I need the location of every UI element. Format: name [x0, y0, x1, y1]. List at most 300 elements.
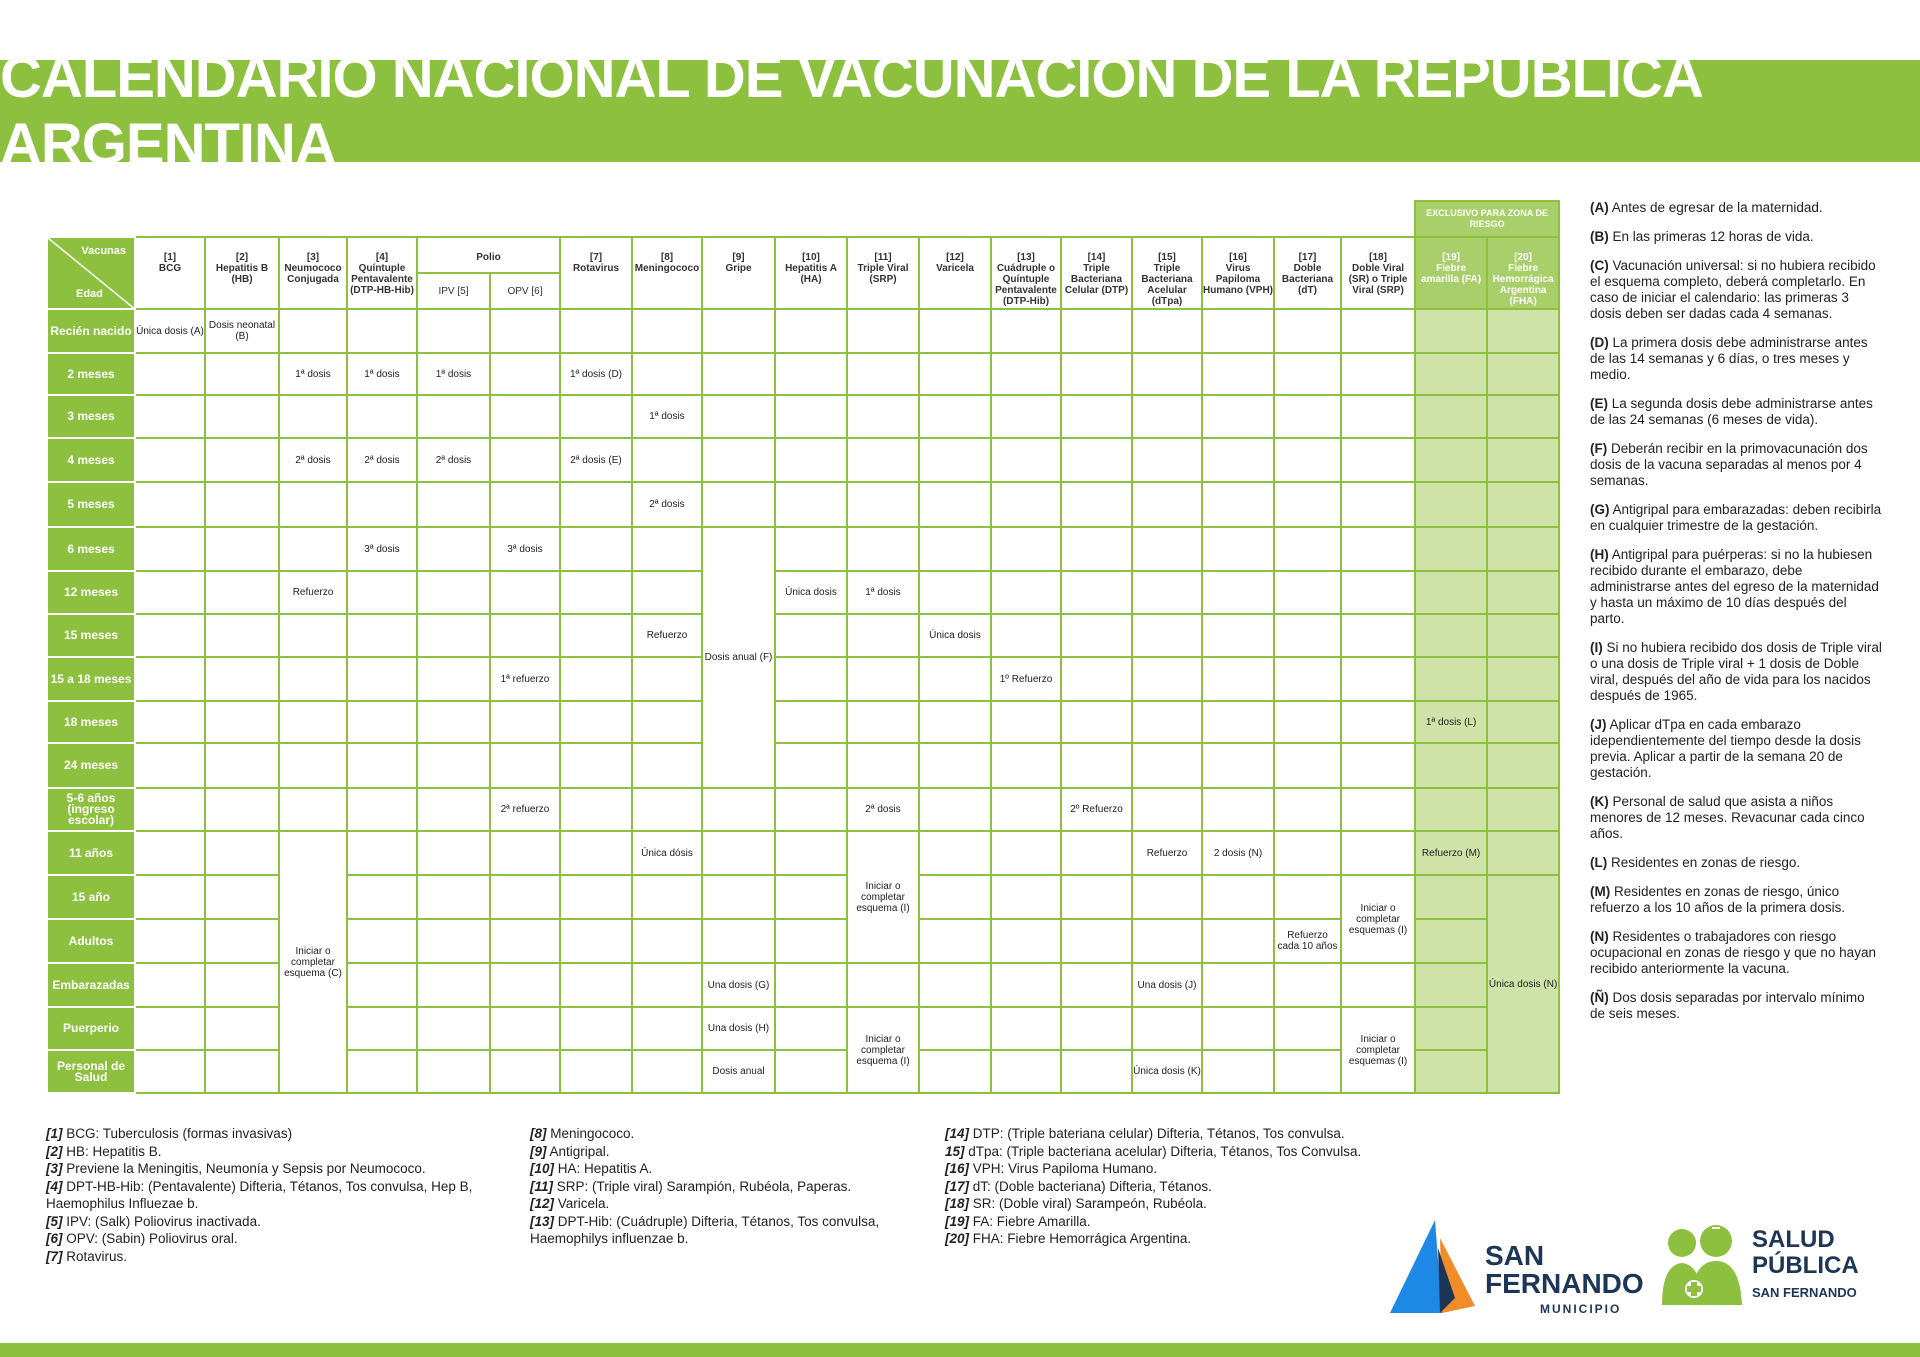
reference-item	[46, 1213, 506, 1231]
note-text: Vacunación universal: si no hubiera recibido el esquema completo, deberá completarlo. En caso de iniciar el calendario: las primeras 3 dosis deben ser dadas cada 4 semanas.	[1590, 258, 1876, 321]
column-header-ipv	[417, 273, 490, 309]
dose-text: 1ª dosis	[649, 411, 685, 422]
empty-cell	[1415, 438, 1487, 482]
bottom-bar	[0, 1343, 1920, 1357]
empty-cell	[919, 657, 991, 701]
empty-cell	[991, 963, 1061, 1007]
table-row	[47, 438, 1559, 482]
note-key: (N)	[1590, 929, 1609, 944]
dose-text: 3ª dosis	[364, 543, 400, 555]
dose-cell	[490, 657, 560, 701]
empty-cell	[632, 571, 702, 614]
dose-cell	[279, 438, 347, 482]
dose-text: 2ª dosis	[435, 454, 472, 466]
empty-cell	[1132, 571, 1202, 614]
note-key: (F)	[1590, 441, 1608, 456]
note-item	[1590, 547, 1882, 627]
reference-item	[530, 1160, 930, 1178]
empty-cell	[417, 527, 490, 571]
age-text: 15 meses	[63, 628, 119, 642]
vacunas-label: Vacunas	[81, 245, 126, 257]
dose-text: 1ª dosis	[295, 368, 331, 380]
column-number: [3]	[306, 252, 320, 263]
age-text: Adultos	[68, 933, 114, 948]
reference-item	[46, 1160, 506, 1178]
age-text: Recién nacido	[50, 323, 132, 338]
empty-cell	[417, 1050, 490, 1093]
column-number: [8]	[660, 252, 674, 263]
empty-cell	[1274, 309, 1341, 353]
dose-cell	[702, 963, 775, 1007]
dose-text: Dosis anual	[712, 1066, 765, 1077]
column-number: [4]	[375, 252, 389, 263]
empty-cell	[775, 657, 847, 701]
san-fernando-logo	[1380, 1218, 1644, 1318]
empty-cell	[347, 571, 417, 614]
reference-text: FHA: Fiebre Hemorrágica Argentina.	[969, 1231, 1192, 1246]
table-row	[47, 788, 1559, 831]
age-text: 4 meses	[67, 452, 115, 467]
empty-cell	[847, 482, 919, 527]
health-workers-icon	[1660, 1223, 1744, 1307]
table-row	[47, 657, 1559, 701]
empty-cell	[1341, 657, 1415, 701]
empty-cell	[205, 788, 279, 831]
empty-cell	[560, 743, 632, 788]
empty-cell	[702, 788, 775, 831]
empty-cell	[560, 1007, 632, 1050]
empty-cell	[919, 875, 991, 919]
empty-cell	[1415, 788, 1487, 831]
empty-cell	[347, 788, 417, 831]
empty-cell	[1061, 963, 1132, 1007]
empty-cell	[702, 875, 775, 919]
age-label	[47, 919, 135, 963]
empty-cell	[1487, 527, 1559, 571]
empty-cell	[702, 482, 775, 527]
reference-text: HA: Hepatitis A.	[554, 1161, 653, 1176]
empty-cell	[560, 395, 632, 438]
empty-cell	[1132, 482, 1202, 527]
empty-cell	[1415, 743, 1487, 788]
reference-text: FA: Fiebre Amarilla.	[969, 1213, 1091, 1229]
dose-cell	[560, 438, 632, 482]
empty-cell	[847, 743, 919, 788]
reference-key: [9]	[530, 1143, 547, 1159]
empty-cell	[702, 831, 775, 875]
dose-cell	[205, 309, 279, 353]
polio-label: Polio	[476, 252, 501, 263]
dose-cell	[490, 527, 560, 571]
empty-cell	[632, 875, 702, 919]
note-text: Residentes en zonas de riesgo, único refuerzo a los 10 años de la primera dosis.	[1590, 884, 1846, 915]
empty-cell	[919, 919, 991, 963]
empty-cell	[919, 788, 991, 831]
note-key: (J)	[1590, 717, 1607, 732]
empty-cell	[560, 788, 632, 831]
empty-cell	[919, 743, 991, 788]
empty-cell	[919, 1007, 991, 1050]
reference-key: [19]	[945, 1213, 970, 1229]
note-text: Residentes en zonas de riesgo.	[1607, 855, 1801, 870]
table-row	[47, 614, 1559, 657]
reference-item	[46, 1125, 506, 1143]
column-name: Doble Bacteriana (dT)	[1281, 263, 1334, 296]
empty-cell	[417, 831, 490, 875]
empty-cell	[490, 919, 560, 963]
table-row	[47, 963, 1559, 1007]
dose-text: Única dosis (N)	[1488, 978, 1558, 990]
reference-text: DPT-HB-Hib: (Pentavalente) Difteria, Tétanos, Tos convulsa, Hep B, Haemophilus Influezae b.	[46, 1178, 473, 1211]
empty-cell	[205, 1050, 279, 1093]
dose-text: Iniciar o completar esquema (C)	[284, 945, 342, 979]
empty-cell	[775, 919, 847, 963]
dose-text: Refuerzo	[292, 587, 334, 598]
notes-panel	[1590, 200, 1882, 1035]
dose-cell	[1415, 701, 1487, 743]
dose-cell	[775, 571, 847, 614]
dose-text: 3ª dosis	[507, 543, 543, 555]
empty-cell	[135, 657, 205, 701]
dose-cell	[702, 1007, 775, 1050]
salud-publica-logo	[1660, 1215, 1880, 1320]
empty-cell	[1341, 831, 1415, 875]
note-text: Residentes o trabajadores con riesgo ocupacional en zonas de riesgo y que no hayan recibido anteriormente la vacuna.	[1590, 929, 1876, 976]
column-name: Hepatitis B (HB)	[215, 263, 269, 285]
dose-text: 1ª dosis	[435, 368, 472, 380]
empty-cell	[279, 482, 347, 527]
dose-text: 1ª dosis	[865, 587, 901, 598]
note-text: Antigripal para embarazadas: deben recibirla en cualquier trimestre de la gestación.	[1590, 502, 1882, 533]
empty-cell	[991, 743, 1061, 788]
empty-cell	[135, 831, 205, 875]
column-header	[919, 237, 991, 309]
column-number: [1]	[163, 252, 177, 263]
dose-cell	[279, 353, 347, 395]
reference-text: Rotavirus.	[62, 1248, 128, 1264]
exclusive-zone-label: EXCLUSIVO PARA ZONA DE RIESGO	[1426, 208, 1548, 229]
empty-cell	[347, 482, 417, 527]
empty-cell	[1487, 482, 1559, 527]
empty-cell	[417, 1007, 490, 1050]
dose-cell	[1061, 788, 1132, 831]
column-name: Triple Bacteriana Celular (DTP)	[1064, 263, 1129, 296]
column-name: Triple Bacteriana Acelular (dTpa)	[1141, 263, 1193, 307]
dose-cell	[1415, 831, 1487, 875]
dose-text: Única dosis	[929, 630, 981, 641]
reference-item	[46, 1230, 506, 1248]
column-number: [11]	[874, 252, 892, 263]
reference-text: OPV: (Sabin) Poliovirus oral.	[62, 1231, 238, 1246]
empty-cell	[1132, 438, 1202, 482]
empty-cell	[1274, 788, 1341, 831]
age-label	[47, 353, 135, 395]
empty-cell	[205, 353, 279, 395]
empty-cell	[1341, 614, 1415, 657]
note-item	[1590, 884, 1882, 916]
note-item	[1590, 929, 1882, 977]
empty-cell	[1132, 309, 1202, 353]
column-number: [18]	[1369, 252, 1387, 263]
empty-cell	[135, 353, 205, 395]
references-col-2	[530, 1125, 930, 1248]
note-text: Si no hubiera recibido dos dosis de Triple viral o una dosis de Triple viral + 1 dosis de Doble viral, después del año de vida para los nacidos después de 1965.	[1590, 640, 1882, 703]
dose-cell	[847, 831, 919, 963]
column-number: [9]	[732, 252, 745, 263]
dose-cell	[847, 571, 919, 614]
empty-cell	[991, 438, 1061, 482]
empty-cell	[1415, 1007, 1487, 1050]
empty-cell	[702, 395, 775, 438]
empty-cell	[417, 614, 490, 657]
empty-cell	[919, 353, 991, 395]
empty-cell	[560, 571, 632, 614]
empty-cell	[347, 657, 417, 701]
empty-cell	[632, 657, 702, 701]
empty-cell	[847, 438, 919, 482]
salud-line2: PÚBLICA	[1752, 1252, 1859, 1279]
reference-key: [12]	[530, 1196, 555, 1211]
column-header	[991, 237, 1061, 309]
empty-cell	[991, 482, 1061, 527]
empty-cell	[347, 701, 417, 743]
empty-cell	[775, 1007, 847, 1050]
note-key: (L)	[1590, 855, 1608, 870]
dose-cell	[632, 395, 702, 438]
note-text: Aplicar dTpa en cada embarazo idependientemente del tiempo desde la dosis previa. Aplicar a partir de la semana 20 de gestación.	[1590, 717, 1861, 780]
empty-cell	[991, 614, 1061, 657]
column-number: [17]	[1298, 252, 1317, 263]
dose-text: 1ª dosis (D)	[569, 368, 623, 380]
reference-item	[46, 1248, 506, 1266]
dose-cell	[1132, 831, 1202, 875]
empty-cell	[205, 395, 279, 438]
empty-cell	[1061, 701, 1132, 743]
column-name: Meningococo	[634, 263, 700, 274]
empty-cell	[279, 309, 347, 353]
empty-cell	[1487, 353, 1559, 395]
age-label	[47, 482, 135, 527]
empty-cell	[1487, 657, 1559, 701]
empty-cell	[347, 1050, 417, 1093]
column-name: BCG	[158, 263, 182, 274]
empty-cell	[135, 1050, 205, 1093]
column-header-opv	[490, 273, 560, 309]
empty-cell	[205, 657, 279, 701]
empty-cell	[847, 614, 919, 657]
dose-cell	[279, 831, 347, 1093]
empty-cell	[1415, 395, 1487, 438]
empty-cell	[1202, 482, 1274, 527]
age-label	[47, 309, 135, 353]
table-row	[47, 831, 1559, 875]
empty-cell	[279, 701, 347, 743]
reference-text: DPT-Hib: (Cuádruple) Difteria, Tétanos, Tos convulsa, Haemophilys influenzae b.	[530, 1213, 880, 1246]
note-text: Personal de salud que asista a niños menores de 12 meses. Revacunar cada cinco años.	[1590, 794, 1865, 841]
empty-cell	[1132, 657, 1202, 701]
dose-text: Iniciar o completar esquemas (I)	[1348, 1033, 1408, 1067]
empty-cell	[347, 1007, 417, 1050]
empty-cell	[1202, 701, 1274, 743]
empty-cell	[775, 1050, 847, 1093]
column-header	[1487, 237, 1559, 309]
empty-cell	[205, 831, 279, 875]
dose-cell	[632, 482, 702, 527]
reference-item	[945, 1195, 1385, 1213]
reference-item	[46, 1178, 506, 1213]
empty-cell	[991, 353, 1061, 395]
empty-cell	[205, 875, 279, 919]
column-header	[135, 237, 205, 309]
empty-cell	[632, 438, 702, 482]
dose-text: 2ª dosis	[865, 804, 901, 815]
note-text: Deberán recibir en la primovacunación dos dosis de la vacuna separadas al menos por 4 semanas.	[1590, 441, 1868, 488]
column-header-polio	[417, 237, 560, 273]
age-text: 24 meses	[63, 758, 119, 772]
column-name: IPV [5]	[438, 285, 469, 297]
empty-cell	[775, 963, 847, 1007]
empty-cell	[490, 571, 560, 614]
empty-cell	[1202, 875, 1274, 919]
empty-cell	[560, 963, 632, 1007]
age-text: 15 a 18 meses	[50, 671, 132, 686]
empty-cell	[1202, 309, 1274, 353]
empty-cell	[1341, 438, 1415, 482]
empty-cell	[1274, 1050, 1341, 1093]
empty-cell	[1487, 831, 1559, 875]
dose-cell	[560, 353, 632, 395]
reference-text: SR: (Doble viral) Sarampeón, Rubéola.	[969, 1196, 1207, 1211]
empty-cell	[1202, 527, 1274, 571]
column-header	[847, 237, 919, 309]
age-text: 6 meses	[67, 541, 115, 556]
table-row	[47, 743, 1559, 788]
dose-cell	[632, 831, 702, 875]
empty-cell	[1415, 527, 1487, 571]
reference-text: Meningococo.	[546, 1126, 635, 1141]
empty-cell	[1415, 875, 1487, 919]
reference-text: Antigripal.	[546, 1143, 610, 1159]
dose-cell	[279, 571, 347, 614]
empty-cell	[1274, 395, 1341, 438]
empty-cell	[1415, 571, 1487, 614]
note-item	[1590, 717, 1882, 781]
empty-cell	[1274, 571, 1341, 614]
dose-cell	[991, 657, 1061, 701]
age-text: 5 meses	[67, 497, 115, 511]
empty-cell	[1061, 353, 1132, 395]
empty-cell	[347, 831, 417, 875]
age-label	[47, 527, 135, 571]
empty-cell	[919, 309, 991, 353]
empty-cell	[347, 309, 417, 353]
empty-cell	[1341, 701, 1415, 743]
dose-text: Refuerzo cada 10 años	[1277, 930, 1338, 952]
column-header	[279, 237, 347, 309]
age-label	[47, 1050, 135, 1093]
header-corner	[47, 237, 135, 309]
column-header	[1202, 237, 1274, 309]
dose-text: 2ª dosis	[295, 454, 331, 466]
empty-cell	[1132, 919, 1202, 963]
note-key: (D)	[1590, 335, 1609, 350]
dose-text: 2ª refuerzo	[500, 804, 550, 815]
dose-cell	[490, 788, 560, 831]
empty-cell	[919, 571, 991, 614]
dose-cell	[632, 614, 702, 657]
empty-cell	[1274, 743, 1341, 788]
empty-cell	[135, 571, 205, 614]
empty-cell	[279, 743, 347, 788]
empty-cell	[632, 309, 702, 353]
age-label	[47, 831, 135, 875]
dose-text: Única dósis	[641, 847, 693, 859]
column-number: [19]	[1442, 252, 1460, 263]
note-key: (K)	[1590, 794, 1609, 809]
empty-cell	[991, 1050, 1061, 1093]
empty-cell	[205, 571, 279, 614]
empty-cell	[279, 614, 347, 657]
age-label	[47, 963, 135, 1007]
empty-cell	[135, 614, 205, 657]
note-item	[1590, 229, 1882, 245]
note-text: Antigripal para puérperas: si no la hubiesen recibido durante el embarazo, debe administrarse antes del egreso de la maternidad y hasta un máximo de 10 días después del parto.	[1590, 547, 1879, 626]
references-col-1	[46, 1125, 506, 1265]
empty-cell	[919, 963, 991, 1007]
reference-key: [18]	[945, 1196, 970, 1211]
dose-cell	[347, 353, 417, 395]
empty-cell	[417, 743, 490, 788]
empty-cell	[1341, 353, 1415, 395]
empty-cell	[205, 743, 279, 788]
empty-cell	[847, 527, 919, 571]
column-name: Doble Viral (SR) o Triple Viral (SRP)	[1348, 263, 1408, 296]
empty-cell	[775, 482, 847, 527]
empty-cell	[1202, 919, 1274, 963]
empty-cell	[1274, 438, 1341, 482]
empty-cell	[490, 963, 560, 1007]
empty-cell	[1341, 309, 1415, 353]
note-key: (Ñ)	[1590, 990, 1609, 1005]
dose-cell	[135, 309, 205, 353]
reference-text: Varicela.	[554, 1196, 610, 1211]
empty-cell	[1202, 788, 1274, 831]
empty-cell	[205, 438, 279, 482]
empty-cell	[205, 482, 279, 527]
note-text: La primera dosis debe administrarse antes de las 14 semanas y 6 días, o tres meses y medio.	[1590, 335, 1868, 382]
dose-cell	[1132, 1050, 1202, 1093]
column-header	[205, 237, 279, 309]
reference-key: [3]	[46, 1161, 63, 1176]
empty-cell	[1415, 353, 1487, 395]
age-label	[47, 701, 135, 743]
empty-cell	[919, 395, 991, 438]
column-header	[1341, 237, 1415, 309]
table-row	[47, 875, 1559, 919]
dose-cell	[1341, 1007, 1415, 1093]
empty-cell	[702, 309, 775, 353]
note-item	[1590, 640, 1882, 704]
empty-cell	[1341, 788, 1415, 831]
reference-key: [5]	[46, 1213, 63, 1229]
dose-text: 2º Refuerzo	[1070, 804, 1123, 815]
empty-cell	[560, 875, 632, 919]
column-name: Fiebre Hemorrágica Argentina (FHA)	[1492, 263, 1554, 307]
empty-cell	[490, 614, 560, 657]
dose-cell	[1487, 875, 1559, 1093]
empty-cell	[1415, 1050, 1487, 1093]
salud-line3: SAN FERNANDO	[1752, 1285, 1857, 1300]
